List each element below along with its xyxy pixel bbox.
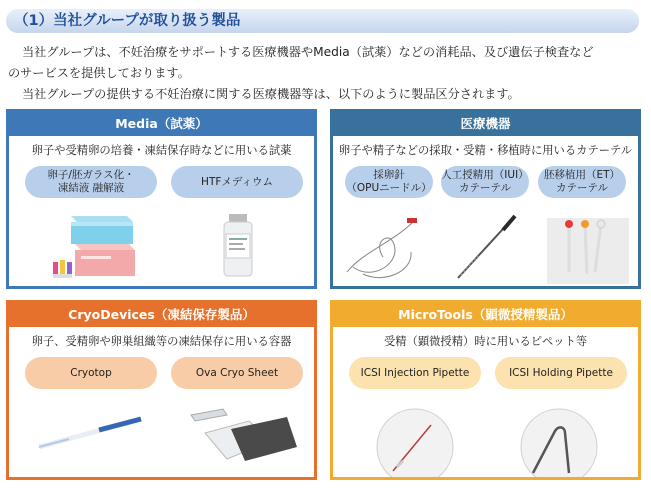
media-card bbox=[6, 109, 317, 289]
media-item-htf: HTFメディウム bbox=[171, 166, 303, 198]
devices-item-et-catheter: 胚移植用（ET） カテーテル bbox=[538, 166, 626, 198]
devices-card bbox=[330, 109, 641, 289]
microtools-product-images bbox=[333, 403, 638, 477]
cryodevices-card-title: CryoDevices（凍結保存製品） bbox=[9, 303, 314, 327]
media-card-subtitle: 卵子や受精卵の培養・凍結保存時などに用いる試薬 bbox=[31, 144, 292, 157]
media-card-title: Media（試薬） bbox=[9, 112, 314, 136]
opu-needle-image bbox=[347, 218, 417, 278]
et-catheter-image bbox=[547, 218, 629, 284]
intro-line-3: 当社グループの提供する不妊治療に関する医療機器等は、以下のように製品区分されます。 bbox=[22, 87, 520, 101]
devices-item-iui-catheter: 人工授精用（IUI） カテーテル bbox=[441, 166, 529, 198]
cryodevices-item-cryotop: Cryotop bbox=[25, 357, 157, 389]
devices-card-title: 医療機器 bbox=[333, 112, 638, 136]
devices-card-subtitle: 卵子や精子などの採取・受精・移植時に用いるカテーテル bbox=[338, 144, 633, 157]
section-title: （1）当社グループが取り扱う製品 bbox=[6, 9, 639, 33]
cryodevices-card-subtitle: 卵子、受精卵や卵巣組織等の凍結保存に用いる容器 bbox=[31, 335, 292, 348]
microtools-card bbox=[330, 300, 641, 480]
microtools-item-injection-pipette: ICSI Injection Pipette bbox=[349, 357, 481, 389]
intro-line-2: のサービスを提供しております。 bbox=[8, 66, 190, 80]
htf-bottle-image bbox=[224, 214, 252, 276]
injection-pipette-image bbox=[377, 409, 453, 477]
intro-text bbox=[8, 42, 644, 105]
holding-pipette-image bbox=[521, 409, 597, 477]
cryodevices-item-ova-cryo-sheet: Ova Cryo Sheet bbox=[171, 357, 303, 389]
cryodevices-product-images bbox=[9, 403, 314, 477]
cryodevices-card bbox=[6, 300, 317, 480]
cryotop-image bbox=[39, 419, 141, 447]
microtools-card-title: MicroTools（顕微授精製品） bbox=[333, 303, 638, 327]
media-item-vitrification: 卵子/胚ガラス化・ 凍結液 融解液 bbox=[25, 166, 157, 198]
microtools-card-subtitle: 受精（顕微授精）時に用いるピペット等 bbox=[383, 335, 588, 348]
vitrification-kit-image bbox=[53, 216, 135, 278]
iui-catheter-image bbox=[458, 216, 515, 278]
ova-cryo-sheet-image bbox=[191, 409, 297, 461]
media-product-images bbox=[9, 212, 314, 286]
devices-product-images bbox=[333, 212, 638, 286]
microtools-item-holding-pipette: ICSI Holding Pipette bbox=[495, 357, 627, 389]
devices-item-opu-needle: 採卵針 （OPUニードル） bbox=[345, 166, 433, 198]
intro-line-1: 当社グループは、不妊治療をサポートする医療機器やMedia（試薬）などの消耗品、及び遺伝子検査など bbox=[22, 45, 594, 59]
